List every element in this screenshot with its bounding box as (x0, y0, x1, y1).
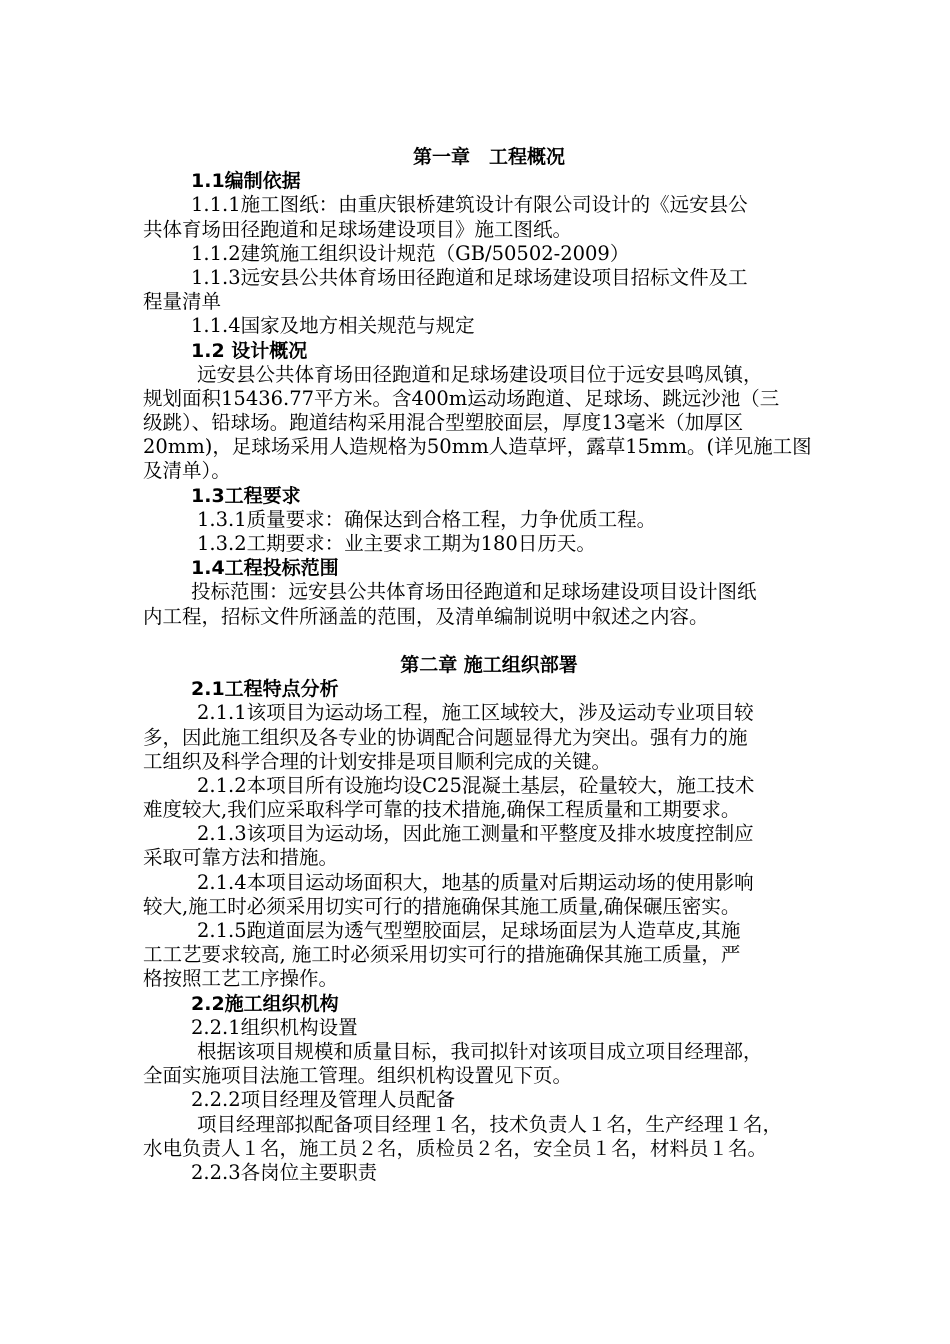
section-2-1-heading: 2.1工程特点分析 (191, 678, 339, 701)
item-1-1-3-cont: 程量清单 (143, 290, 222, 314)
item-1-3-2: 1.3.2工期要求：业主要求工期为180日历天。 (197, 532, 596, 555)
design-overview-line-4: 20mm)，足球场采用人造规格为50mm人造草坪，露草15mm。(详见施工图 (143, 435, 812, 459)
org-setup-line-2: 全面实施项目法施工管理。组织机构设置见下页。 (143, 1064, 573, 1088)
item-1-1-4: 1.1.4国家及地方相关规范与规定 (191, 314, 475, 338)
design-overview-line-5: 及清单）。 (143, 459, 231, 483)
subsection-2-2-3: 2.2.3各岗位主要职责 (191, 1160, 378, 1184)
item-2-1-3-cont: 采取可靠方法和措施。 (143, 846, 339, 870)
chapter-gap (143, 629, 835, 653)
bid-scope-line-1: 投标范围：远安县公共体育场田径跑道和足球场建设项目设计图纸 (191, 580, 757, 604)
item-1-3-1: 1.3.1质量要求：确保达到合格工程，力争优质工程。 (197, 507, 657, 531)
item-2-1-4-cont: 较大,施工时必须采用切实可行的措施确保其施工质量,确保碾压密实。 (143, 894, 741, 918)
design-overview-line-3: 级跳）、铅球场。跑道结构采用混合型塑胶面层，厚度13毫米（加厚区 (143, 411, 744, 435)
item-2-1-1-cont-1: 多，因此施工组织及各专业的协调配合问题显得尤为突出。强有力的施 (143, 725, 748, 749)
staffing-line-1: 项目经理部拟配备项目经理１名，技术负责人１名，生产经理１名， (197, 1112, 783, 1136)
subsection-2-2-2: 2.2.2项目经理及管理人员配备 (191, 1088, 456, 1112)
item-2-1-2: 2.1.2本项目所有设施均设C25混凝土基层，砼量较大，施工技术 (197, 773, 755, 797)
item-2-1-5: 2.1.5跑道面层为透气型塑胶面层，足球场面层为人造草皮,其施 (197, 919, 741, 942)
item-2-1-1: 2.1.1该项目为运动场工程，施工区域较大，涉及运动专业项目较 (197, 701, 754, 725)
design-overview-line-2: 规划面积15436.77平方米。含400m运动场跑道、足球场、跳远沙池（三 (143, 386, 780, 410)
item-1-1-1-cont: 共体育场田径跑道和足球场建设项目》施工图纸。 (143, 217, 573, 241)
item-2-1-4: 2.1.4本项目运动场面积大，地基的质量对后期运动场的使用影响 (197, 870, 754, 894)
item-1-1-1: 1.1.1施工图纸：由重庆银桥建筑设计有限公司设计的《远安县公 (191, 193, 748, 217)
document-page (143, 145, 835, 1185)
chapter-2-title: 第二章 施工组织部署 (400, 653, 578, 676)
item-2-1-3: 2.1.3该项目为运动场，因此施工测量和平整度及排水坡度控制应 (197, 822, 754, 846)
org-setup-line-1: 根据该项目规模和质量目标，我司拟针对该项目成立项目经理部， (197, 1039, 763, 1063)
section-1-1-heading: 1.1编制依据 (191, 170, 301, 193)
item-2-1-2-cont: 难度较大,我们应采取科学可靠的技术措施,确保工程质量和工期要求。 (143, 798, 741, 822)
section-1-4-heading: 1.4工程投标范围 (191, 557, 339, 580)
section-1-2-heading: 1.2 设计概况 (191, 339, 308, 362)
staffing-line-2: 水电负责人１名，施工员２名，质检员２名，安全员１名，材料员１名。 (143, 1136, 768, 1160)
item-2-1-1-cont-2: 工组织及科学合理的计划安排是项目顺利完成的关键。 (143, 749, 612, 773)
item-2-1-5-cont-2: 格按照工艺工序操作。 (143, 967, 339, 991)
item-1-1-2: 1.1.2建筑施工组织设计规范（GB/50502-2009） (191, 241, 630, 265)
bid-scope-line-2: 内工程，招标文件所涵盖的范围，及清单编制说明中叙述之内容。 (143, 604, 709, 628)
chapter-1-title: 第一章 工程概况 (412, 146, 565, 168)
design-overview-line-1: 远安县公共体育场田径跑道和足球场建设项目位于远安县鸣凤镇， (197, 362, 763, 386)
section-1-3-heading: 1.3工程要求 (191, 484, 301, 507)
item-1-1-3: 1.1.3远安县公共体育场田径跑道和足球场建设项目招标文件及工 (191, 265, 748, 289)
section-2-2-heading: 2.2施工组织机构 (191, 992, 339, 1015)
subsection-2-2-1: 2.2.1组织机构设置 (191, 1015, 358, 1039)
item-2-1-5-cont-1: 工工艺要求较高, 施工时必须采用切实可行的措施确保其施工质量，严 (143, 943, 741, 967)
